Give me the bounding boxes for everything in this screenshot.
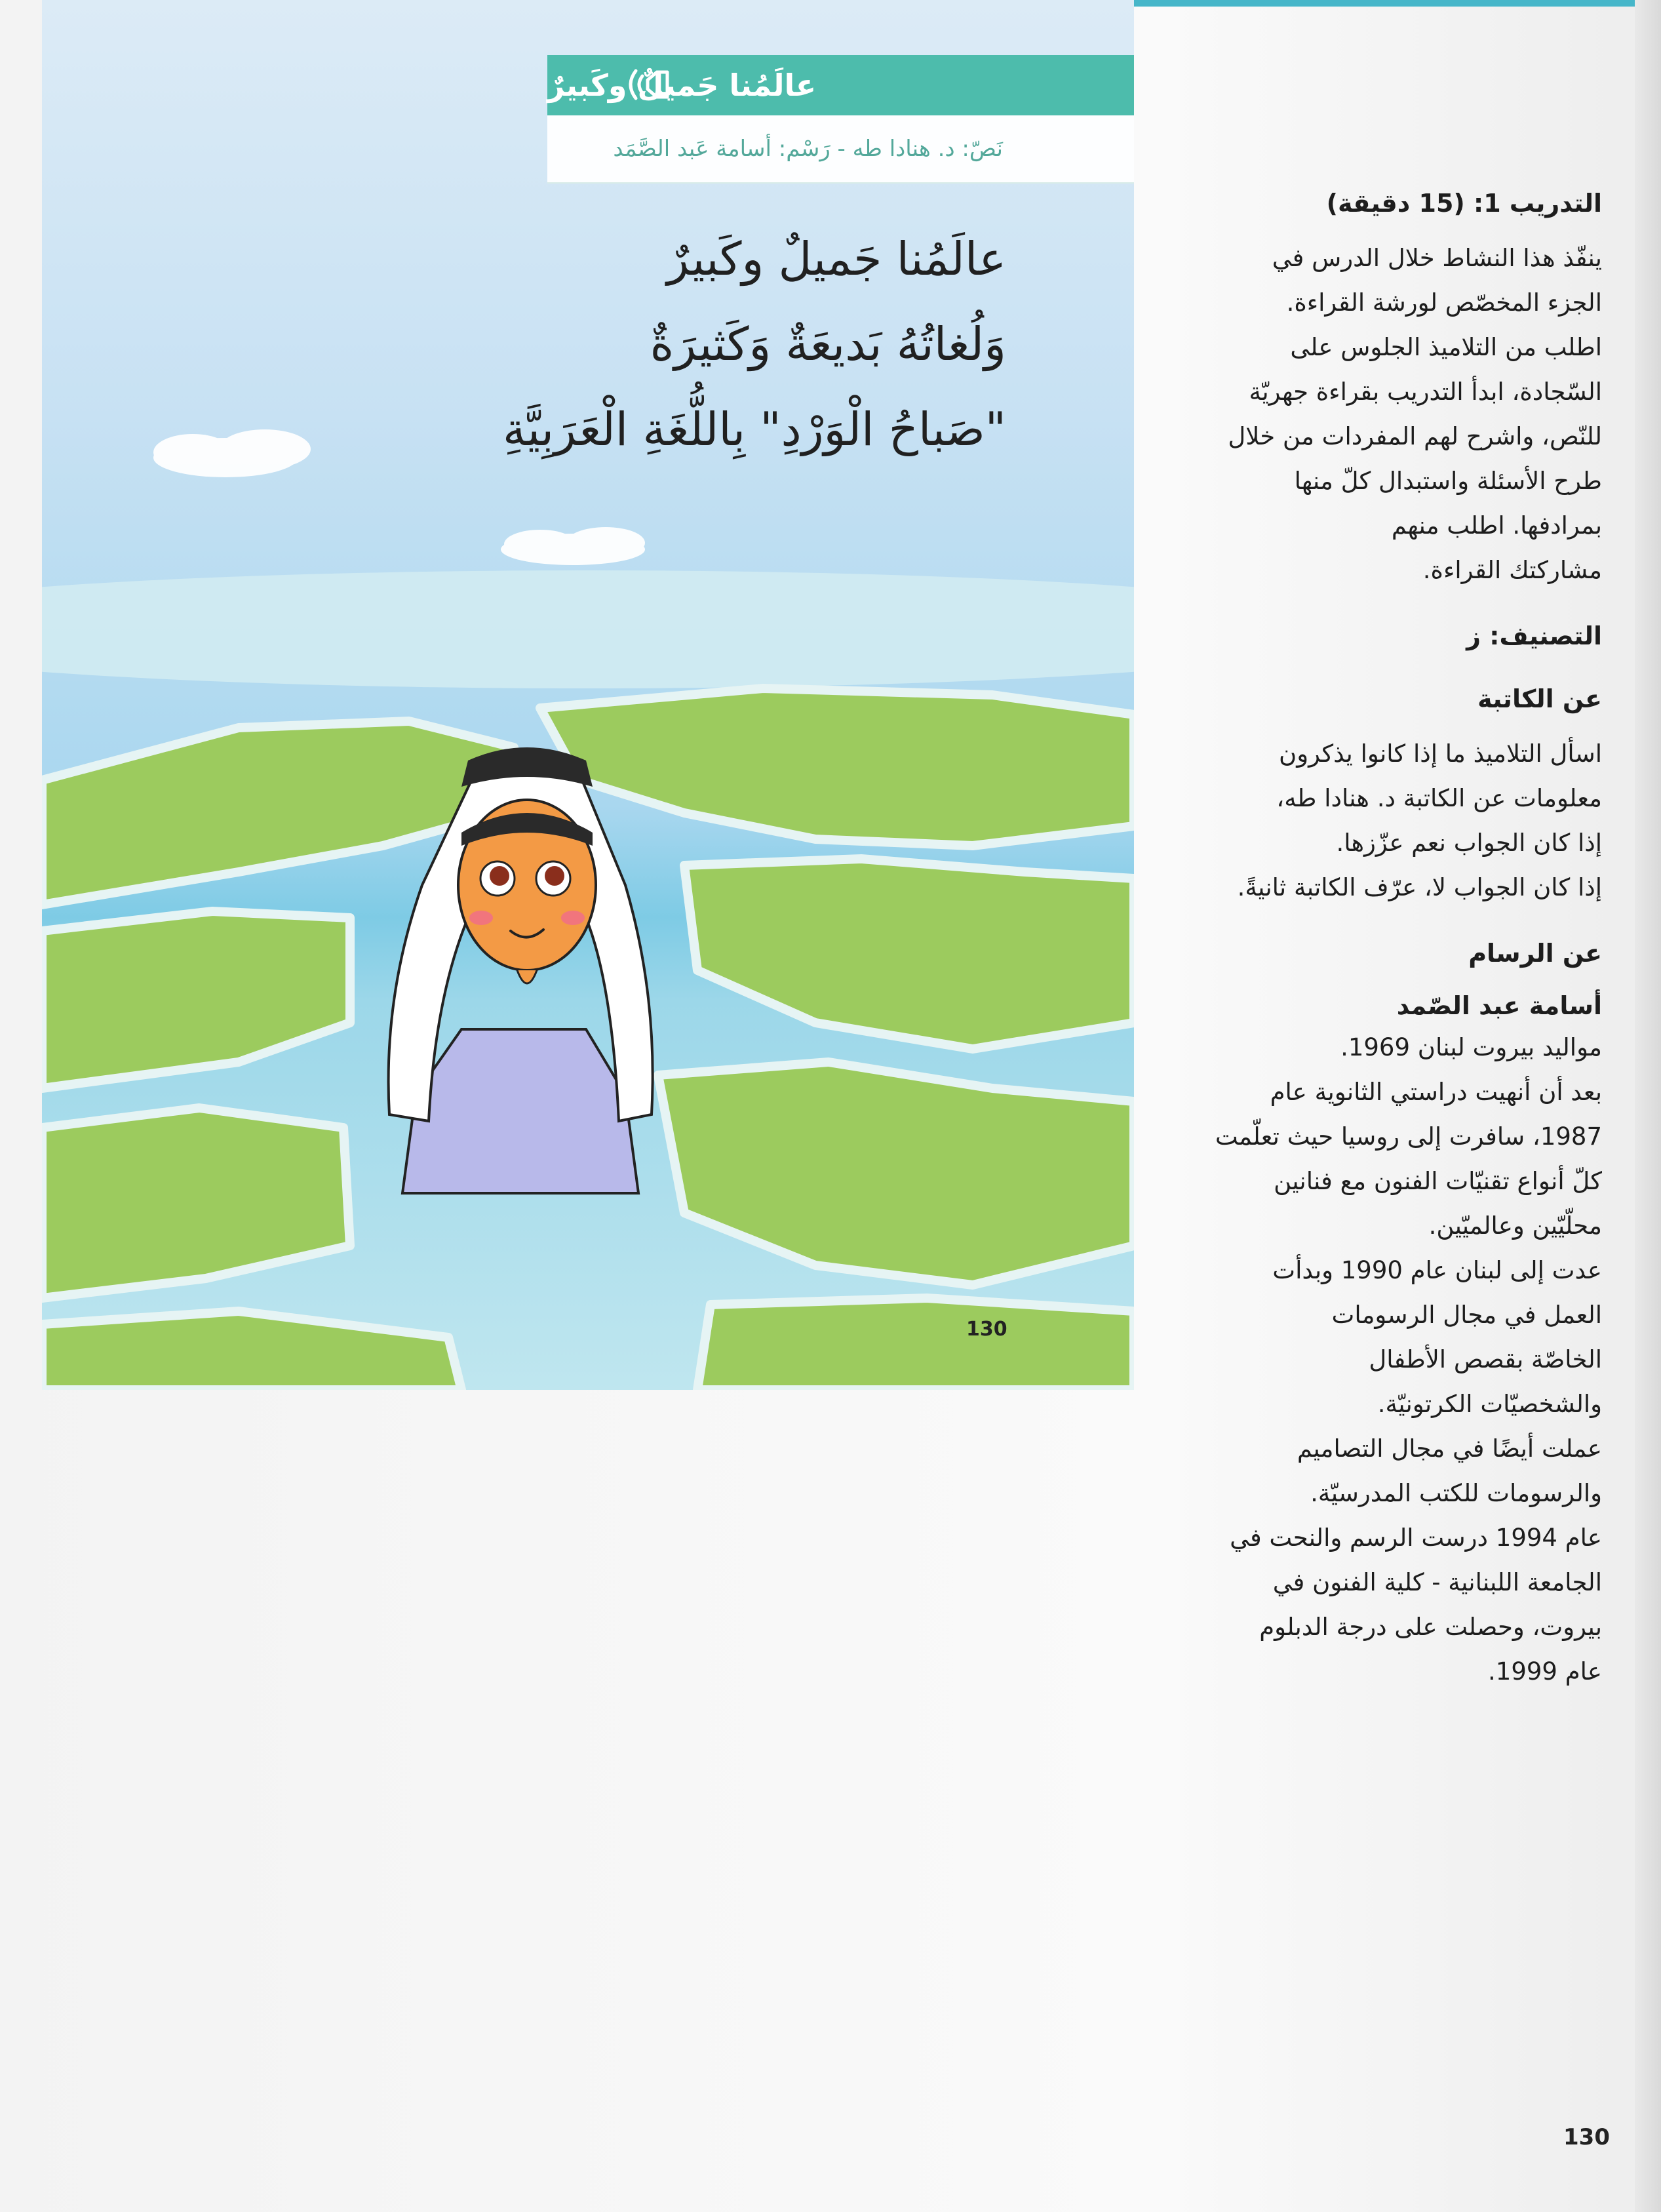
illustrator-bio-line: بيروت، وحصلت على درجة الدبلوم [1259,1613,1602,1641]
illustrator-bio-line: كلّ أنواع تقنيّات الفنون مع فنانين [1274,1167,1602,1195]
student-page-number: 130 [966,1318,1007,1341]
classification-heading: التصنيف: ز [1466,622,1602,650]
about-author-line: اسأل التلاميذ ما إذا كانوا يذكرون [1279,740,1602,768]
poem-line-1: عالَمُنا جَميلٌ وكَبيرٌ [667,232,1006,286]
student-book-page [42,0,1134,1390]
illustrator-bio-line: العمل في مجال الرسومات [1331,1301,1602,1329]
top-accent-strip [1114,0,1661,7]
illustrator-name: أسامة عبد الصّمد [1396,991,1602,1020]
exercise-line: السّجادة، ابدأ التدريب بقراءة جهريّة [1249,378,1602,406]
about-author-line: معلومات عن الكاتبة د. هنادا طه، [1276,784,1602,812]
page-edge-shadow [1635,0,1661,2212]
speaker-icon[interactable] [624,63,683,106]
about-illustrator-heading: عن الرسام [1468,939,1602,968]
exercise-line: للنّص، واشرح لهم المفردات من خلال [1228,422,1602,450]
illustrator-bio-line: عدت إلى لبنان عام 1990 وبدأت [1272,1256,1602,1284]
illustrator-bio-line: مواليد بيروت لبنان 1969. [1340,1033,1602,1061]
poem-line-3: "صَباحُ الْوَرْدِ" بِاللُّغَةِ الْعَرَبِيَّةِ [502,403,1006,456]
exercise-line: طرح الأسئلة واستبدال كلّ منها [1294,467,1602,495]
exercise-line: اطلب من التلاميذ الجلوس على [1290,333,1602,361]
illustrator-bio-line: 1987، سافرت إلى روسيا حيث تعلّمت [1215,1122,1602,1151]
poem-line-2: وَلُغاتُهُ بَديعَةٌ وَكَثيرَةٌ [650,317,1006,371]
illustrator-bio-line: والشخصيّات الكرتونيّة. [1377,1390,1602,1418]
exercise-heading: التدريب 1: (15 دقيقة) [1326,189,1602,218]
exercise-line: مشاركتك القراءة. [1422,556,1602,584]
poem-text [351,216,1006,472]
illustrator-bio-line: عام 1999. [1488,1657,1602,1686]
exercise-line: ينفّذ هذا النشاط خلال الدرس في [1272,244,1602,272]
illustrator-bio-line: عام 1994 درست الرسم والنحت في [1230,1524,1602,1552]
about-author-line: إذا كان الجواب لا، عرّف الكاتبة ثانيةً. [1237,873,1602,901]
illustrator-bio-line: والرسومات للكتب المدرسيّة. [1310,1479,1602,1507]
illustrator-bio-line: عملت أيضًا في مجال التصاميم [1297,1434,1602,1463]
credits-bar [547,115,1134,184]
about-author-heading: عن الكاتبة [1477,684,1602,713]
exercise-line: الجزء المخصّص لورشة القراءة. [1286,288,1602,317]
illustrator-bio-line: الخاصّة بقصص الأطفال [1369,1345,1602,1373]
exercise-line: بمرادفها. اطلب منهم [1391,511,1602,540]
illustrator-bio-line: الجامعة اللبنانية - كلية الفنون في [1272,1568,1602,1596]
author-illustrator-credits: نَصّ: د. هنادا طه - رَسْم: أسامة عَبد الصَّمَد [613,136,1003,162]
story-title: عالَمُنا جَميلٌ وكَبيرٌ [547,68,817,103]
illustrator-bio-line: محلّيّين وعالميّين. [1428,1212,1602,1240]
about-author-line: إذا كان الجواب نعم عزّزها. [1336,829,1602,857]
boy-character-illustration [376,721,678,1219]
page-number: 130 [1563,2124,1610,2150]
teacher-notes-column [1176,184,1602,1694]
illustrator-bio-line: بعد أن أنهيت دراستي الثانوية عام [1270,1078,1602,1106]
